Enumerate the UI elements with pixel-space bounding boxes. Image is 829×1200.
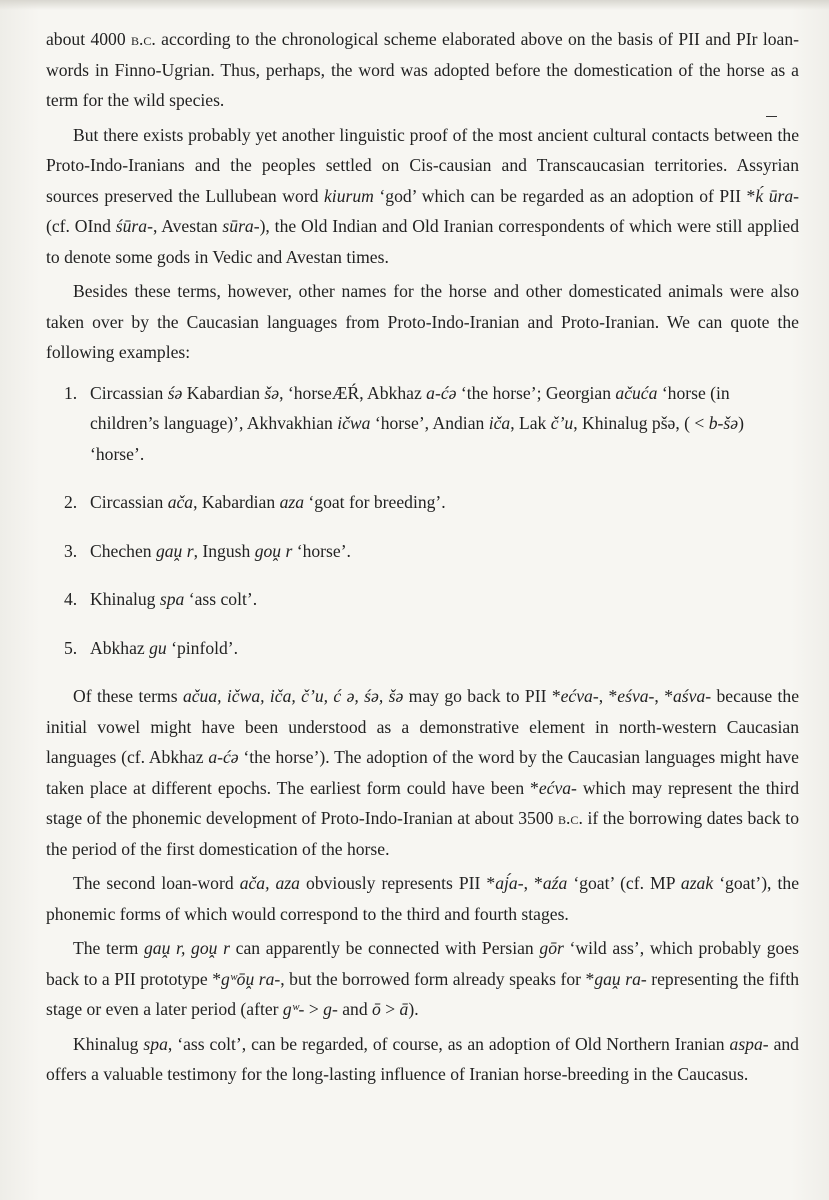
text-run: ‘goat for breeding’.: [304, 492, 446, 512]
text-run: But there exists probably yet another linguistic proof of the most ancient cultural contacts between the Proto-Indo-Iranians and the peoples settled on Cis-causian and Transcaucasian territories. Assyrian sources preserved the Lullubean word: [46, 124, 799, 206]
italic-term: sūra-: [222, 216, 260, 236]
text-run: ‘ass colt’.: [184, 589, 258, 609]
italic-term: spa: [159, 589, 185, 609]
italic-term: gaṷ r, goṷ r: [143, 938, 230, 958]
italic-term: kiurum: [324, 185, 374, 206]
text-run: Of these terms: [73, 686, 183, 706]
italic-term: aśva-: [673, 686, 712, 706]
page-top-shadow: [0, 0, 829, 10]
text-run: ‘horse (in children’s language)’, Akhvakhian: [90, 382, 730, 433]
italic-term: ačua, ičwa, iča, č’u, ć ə, śə, šə: [182, 686, 404, 706]
text-run: Khinalug: [73, 1033, 144, 1054]
list-item: [64, 536, 799, 567]
text-run: and offers a valuable testimony for the long-lasting influence of Iranian horse-breeding in the Caucasus.: [46, 1033, 799, 1084]
italic-term: ača: [167, 492, 194, 512]
text-run: because the initial vowel might have been understood as a demonstrative element in north-western Caucasian languages (cf. Abkhaz: [46, 686, 800, 767]
examples-list: [46, 378, 799, 664]
list-item-number: 3.: [64, 540, 78, 561]
list-item-text: [90, 541, 351, 561]
text-run: ), the Old Indian and Old Iranian correspondents of which were still applied to denote some gods in Vedic and Avestan times.: [46, 216, 799, 267]
text-run: , Ingush: [193, 540, 255, 561]
italic-term: ičwa: [337, 413, 371, 433]
text-run: ‘horse’.: [292, 540, 351, 561]
text-run: The term: [73, 938, 144, 958]
italic-term: a-ćə: [426, 382, 457, 403]
text-run: , Lak: [510, 413, 551, 433]
italic-term: aźa: [542, 873, 568, 893]
italic-term: a-ćə: [208, 747, 239, 767]
text-run: , *: [523, 873, 543, 893]
paragraph-gaur: [46, 933, 799, 1025]
text-run: ‘goat’ (cf. MP: [567, 873, 681, 893]
paragraph-continued: [46, 24, 799, 116]
list-item-text: [90, 589, 257, 609]
italic-term: gʷōṷ ra-: [221, 968, 281, 989]
italic-term: aj́a-: [495, 873, 524, 893]
paragraphs-after: [46, 681, 799, 1090]
text-run: (cf. OInd: [46, 216, 116, 236]
italic-term: gʷ-: [282, 999, 305, 1019]
paragraph-horse-names: [46, 276, 799, 368]
text-run: Kabardian: [182, 382, 265, 403]
small-caps-text: b.c.: [131, 29, 156, 49]
text-run: ).: [408, 999, 419, 1019]
italic-term: goṷ r: [254, 540, 293, 561]
italic-term: gaṷ r: [155, 540, 194, 561]
text-run: Circassian: [90, 382, 168, 403]
text-run: , Avestan: [152, 216, 223, 236]
italic-term: ḱ ūra-: [755, 185, 799, 206]
text-run: Circassian: [90, 492, 168, 512]
text-run: obviously represents PII *: [299, 873, 496, 893]
text-run: about 4000: [46, 29, 131, 49]
italic-term: ećva-: [538, 777, 577, 798]
list-item: [64, 633, 799, 664]
text-run: Besides these terms, however, other names for the horse and other domesticated animals were also taken over by the Caucasian languages from Proto-Indo-Iranian and Proto-Iranian. We can quote the following examples:: [46, 281, 799, 362]
text-run: >: [380, 999, 400, 1019]
italic-term: gaṷ ra-: [594, 968, 647, 989]
list-item-text: [90, 383, 744, 464]
text-run: , Kabardian: [193, 492, 280, 512]
text-run: >: [304, 999, 324, 1019]
text-run: Khinalug: [90, 589, 160, 609]
paragraph-second-loanword: [46, 868, 799, 929]
paragraph-khinalug-spa: [46, 1029, 799, 1090]
text-run: , *: [654, 686, 673, 706]
text-run: according to the chronological scheme elaborated above on the basis of PII and PIr loan-words in Finno-Ugrian. Thus, perhaps, the word was adopted before the domestication of the horse as a term for the wild species.: [46, 29, 799, 110]
italic-term: ećva-: [560, 686, 599, 706]
text-run: can apparently be connected with Persian: [229, 938, 540, 958]
text-run: ‘horse’, Andian: [370, 413, 489, 433]
italic-term: śə: [167, 382, 183, 403]
text-run: ‘goat’), the phonemic forms of which would correspond to the third and fourth stages.: [46, 873, 800, 924]
list-item-number: 4.: [64, 589, 78, 609]
text-run: which may represent the third stage of the phonemic development of Proto-Indo-Iranian at about 3500: [46, 777, 799, 828]
italic-term: aspa-: [729, 1033, 769, 1054]
list-item-text: [90, 638, 238, 658]
list-item: [64, 487, 799, 518]
italic-term: eśva-: [617, 686, 655, 706]
text-run: , *: [598, 686, 618, 706]
italic-term: śūra-: [115, 216, 153, 236]
italic-term: spa: [143, 1033, 168, 1054]
italic-term: gu: [149, 637, 167, 658]
list-item-number: 2.: [64, 492, 78, 512]
italic-term: č’u: [550, 413, 574, 433]
paragraph-linguistic-proof: [46, 120, 799, 273]
text-run: The second loan-word: [73, 873, 240, 893]
paragraph-terms-origin: [46, 681, 799, 864]
italic-term: ā: [399, 999, 409, 1019]
italic-term: ača, aza: [239, 873, 300, 893]
italic-term: šə: [264, 382, 280, 403]
text-run: ‘the horse’; Georgian: [456, 382, 616, 403]
text-run: , but the borrowed form already speaks for *: [280, 968, 595, 989]
text-run: ‘the horse’). The adoption of the word by the Caucasian languages might have taken place at different epochs. The earliest form could have been *: [46, 747, 799, 798]
text-run: if the borrowing dates back to the period of the first domestication of the horse.: [46, 808, 799, 859]
text-run: representing the fifth stage or even a later period (after: [46, 968, 800, 1019]
text-run: ‘pinfold’.: [166, 637, 239, 658]
italic-term: ō: [372, 999, 381, 1019]
text-run: Abkhaz: [90, 637, 150, 658]
margin-mark: [766, 116, 777, 117]
italic-term: azak: [680, 873, 714, 893]
list-item: [64, 378, 799, 470]
text-run: and: [337, 999, 373, 1019]
list-item-text: [90, 492, 446, 512]
paragraphs-before: [46, 24, 799, 368]
italic-term: b-šə: [708, 413, 739, 433]
text-run: , ‘horseÆŔ, Abkhaz: [279, 382, 427, 403]
text-run: ‘wild ass’, which probably goes back to a PII prototype *: [46, 938, 799, 989]
text-run: ‘god’ which can be regarded as an adoption of PII *: [373, 185, 756, 206]
italic-term: iča: [488, 413, 511, 433]
text-run: Chechen: [90, 540, 156, 561]
list-item-number: 5.: [64, 637, 78, 658]
italic-term: g-: [323, 999, 338, 1019]
italic-term: aza: [279, 492, 305, 512]
list-item: [64, 584, 799, 615]
italic-term: ačuća: [615, 382, 658, 403]
text-run: may go back to PII *: [403, 686, 561, 706]
list-item-number: 1.: [64, 382, 78, 403]
text-run: , Khinalug pšə, ( <: [573, 413, 709, 433]
small-caps-text: b.c.: [558, 808, 583, 828]
text-run: ) ‘horse’.: [90, 413, 744, 464]
text-run: , ‘ass colt’, can be regarded, of course, as an adoption of Old Northern Iranian: [167, 1033, 730, 1054]
italic-term: gōr: [539, 938, 564, 958]
